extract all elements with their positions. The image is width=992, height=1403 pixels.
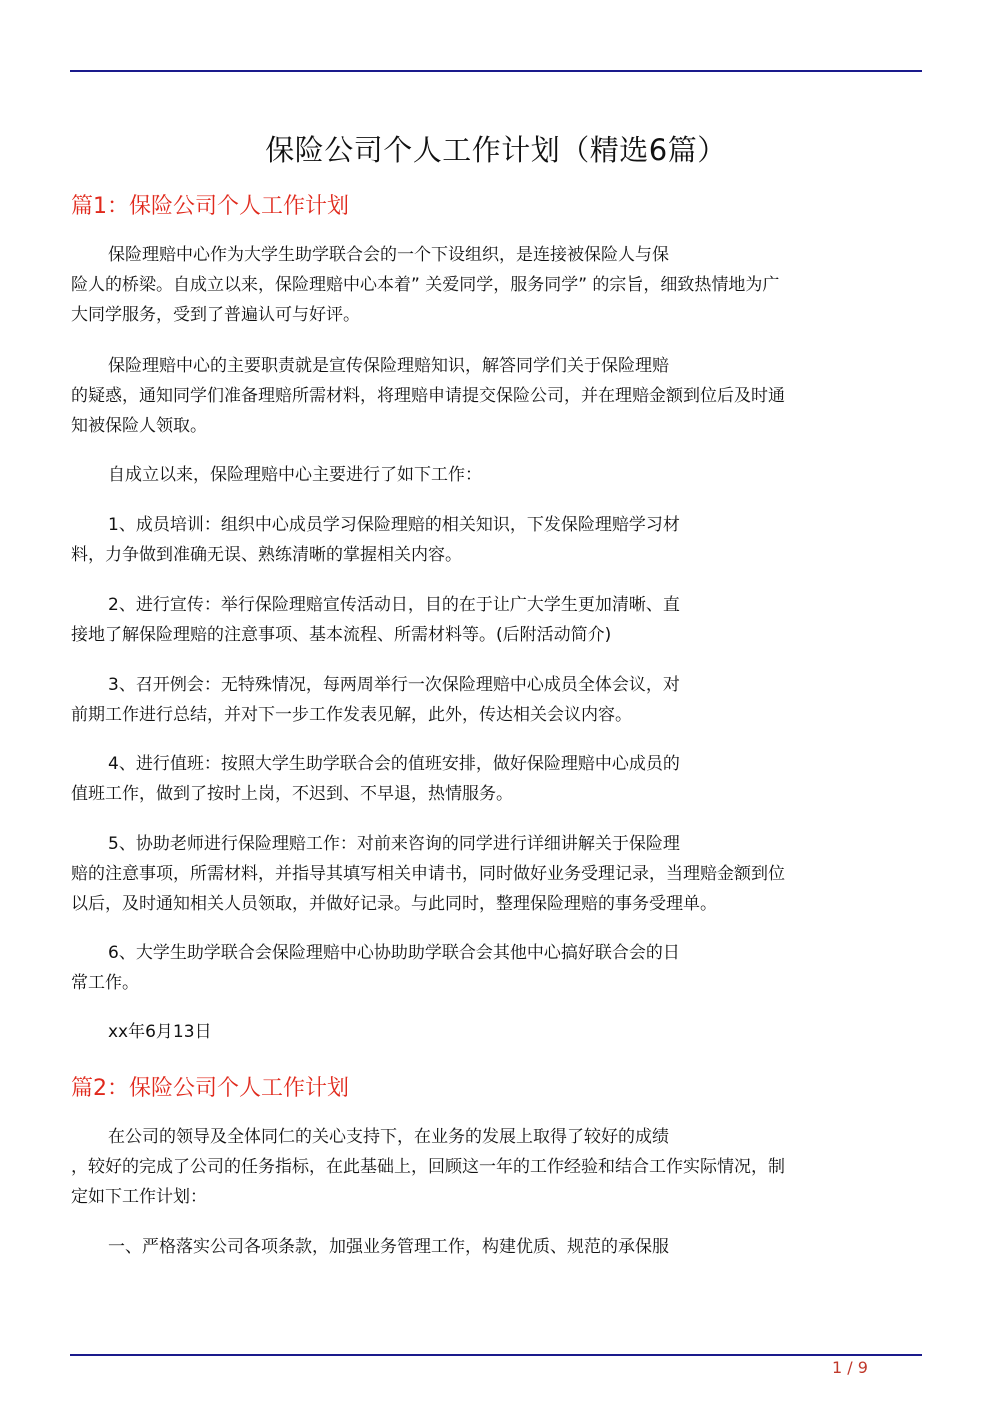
- text-line: 3、召开例会：无特殊情况，每两周举行一次保险理赔中心成员全体会议，对: [108, 675, 680, 695]
- text-line: 5、协助老师进行保险理赔工作：对前来咨询的同学进行详细讲解关于保险理: [108, 834, 680, 854]
- text-line: 保险理赔中心作为大学生助学联合会的一个下设组织，是连接被保险人与保: [108, 245, 669, 265]
- footer-rule: [70, 1354, 922, 1356]
- paragraph: [71, 749, 921, 809]
- text-line: 知被保险人领取。: [71, 416, 207, 436]
- paragraph: [71, 460, 921, 490]
- text-line: 料，力争做到准确无误、熟练清晰的掌握相关内容。: [71, 545, 462, 565]
- text-line: 以后，及时通知相关人员领取，并做好记录。与此同时，整理保险理赔的事务受理单。: [71, 894, 717, 914]
- text-line: 保险理赔中心的主要职责就是宣传保险理赔知识，解答同学们关于保险理赔: [108, 356, 669, 376]
- text-line: 大同学服务，受到了普遍认可与好评。: [71, 305, 360, 325]
- text-line: 接地了解保险理赔的注意事项、基本流程、所需材料等。(后附活动简介): [71, 625, 612, 645]
- text-line: 自成立以来，保险理赔中心主要进行了如下工作：: [108, 465, 482, 485]
- text-line: 赔的注意事项，所需材料，并指导其填写相关申请书，同时做好业务受理记录，当理赔金额到位: [71, 864, 785, 884]
- header-rule: [70, 70, 922, 72]
- text-line: 险人的桥梁。自成立以来，保险理赔中心本着” 关爱同学，服务同学” 的宗旨，细致热情地为广: [71, 275, 780, 295]
- paragraph: [71, 590, 921, 650]
- paragraph: [71, 510, 921, 570]
- text-line: 6、大学生助学联合会保险理赔中心协助助学联合会其他中心搞好联合会的日: [108, 943, 680, 963]
- text-line: 常工作。: [71, 973, 139, 993]
- text-line: xx年6月13日: [108, 1022, 212, 1042]
- paragraph: [71, 829, 921, 919]
- paragraph: [71, 1232, 921, 1262]
- text-line: 1、成员培训：组织中心成员学习保险理赔的相关知识，下发保险理赔学习材: [108, 515, 680, 535]
- paragraph: [71, 351, 921, 441]
- text-line: 在公司的领导及全体同仁的关心支持下，在业务的发展上取得了较好的成绩: [108, 1127, 669, 1147]
- date-line: [71, 1017, 921, 1047]
- paragraph: [71, 670, 921, 730]
- section-heading: 篇2：保险公司个人工作计划: [71, 1076, 349, 1101]
- document-title: 保险公司个人工作计划（精选6篇）: [265, 133, 727, 167]
- text-line: ，较好的完成了公司的任务指标，在此基础上，回顾这一年的工作经验和结合工作实际情况，制: [71, 1157, 785, 1177]
- paragraph: [71, 938, 921, 998]
- text-line: 的疑惑，通知同学们准备理赔所需材料，将理赔申请提交保险公司，并在理赔金额到位后及时通: [71, 386, 785, 406]
- paragraph: [71, 240, 921, 330]
- text-line: 值班工作，做到了按时上岗，不迟到、不早退，热情服务。: [71, 784, 513, 804]
- text-line: 2、进行宣传：举行保险理赔宣传活动日，目的在于让广大学生更加清晰、直: [108, 595, 680, 615]
- section-heading: 篇1：保险公司个人工作计划: [71, 194, 349, 219]
- text-line: 前期工作进行总结，并对下一步工作发表见解，此外，传达相关会议内容。: [71, 705, 632, 725]
- paragraph: [71, 1122, 921, 1212]
- page-number: 1 / 9: [832, 1358, 868, 1377]
- text-line: 定如下工作计划：: [71, 1187, 207, 1207]
- text-line: 一、严格落实公司各项条款，加强业务管理工作，构建优质、规范的承保服: [108, 1237, 669, 1257]
- text-line: 4、进行值班：按照大学生助学联合会的值班安排，做好保险理赔中心成员的: [108, 754, 680, 774]
